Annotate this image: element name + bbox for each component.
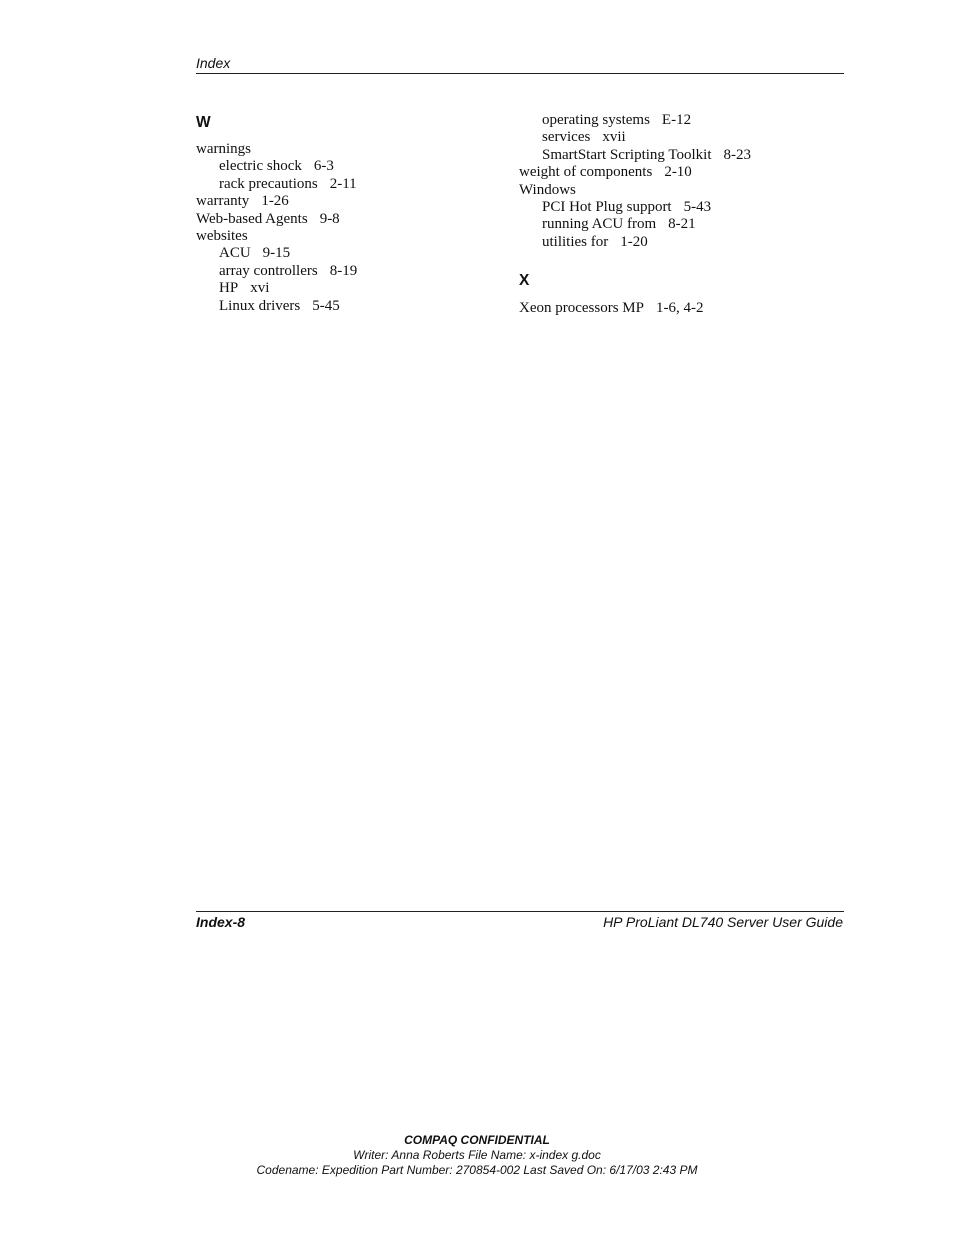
- index-term: Linux drivers: [219, 297, 301, 314]
- index-entry-sub: [519, 234, 819, 251]
- index-entry-main: [519, 182, 819, 199]
- confidential-block: [0, 1133, 954, 1178]
- index-page-ref: 9-15: [262, 245, 291, 262]
- index-term: PCI Hot Plug support: [542, 199, 672, 216]
- index-page-ref: 5-45: [312, 297, 340, 314]
- footer-page-number: Index-8: [196, 914, 246, 930]
- index-term: SmartStart Scripting Toolkit: [542, 146, 712, 163]
- index-entry-sub: [519, 129, 819, 146]
- index-term: weight of components: [519, 164, 653, 181]
- index-page-ref: 8-21: [668, 216, 696, 233]
- index-page-ref: xvi: [250, 280, 270, 297]
- index-entry-main: [196, 228, 496, 245]
- index-entry-main: [519, 300, 819, 317]
- index-term: ACU: [219, 245, 251, 262]
- index-entry-sub: [196, 280, 496, 297]
- index-page-ref: 6-3: [313, 158, 334, 175]
- index-term: warnings: [196, 141, 251, 157]
- index-letter-x: X: [519, 272, 530, 290]
- section-gap: [519, 251, 819, 270]
- index-entry-sub: [519, 199, 819, 216]
- index-entry-sub: [519, 147, 819, 164]
- index-page-ref: 9-8: [319, 210, 340, 227]
- confidential-codename-line: Codename: Expedition Part Number: 270854-002 Last Saved On: 6/17/03 2:43 PM: [256, 1163, 698, 1177]
- index-term: electric shock: [219, 158, 302, 175]
- index-page-ref: 8-19: [329, 262, 358, 279]
- index-column-right: [519, 112, 819, 318]
- index-entry-sub: [519, 112, 819, 129]
- index-letter-w: W: [196, 114, 211, 131]
- index-term: websites: [196, 228, 248, 245]
- index-page-ref: 2-11: [329, 175, 357, 192]
- index-entry-sub: [196, 263, 496, 280]
- index-term: Web-based Agents: [196, 210, 308, 227]
- index-column-left: [196, 112, 496, 315]
- index-term: HP: [219, 280, 239, 297]
- index-term: utilities for: [542, 233, 609, 250]
- header-rule: [196, 73, 844, 74]
- confidential-writer-line: Writer: Anna Roberts File Name: x-index g.doc: [353, 1148, 601, 1162]
- index-term: array controllers: [219, 262, 318, 279]
- index-page-ref: 8-23: [723, 146, 752, 163]
- index-page-ref: 5-43: [683, 199, 712, 216]
- index-page-ref: E-12: [661, 112, 692, 128]
- index-page-ref: xvii: [602, 129, 626, 146]
- index-entry-sub: [196, 245, 496, 262]
- index-term: rack precautions: [219, 175, 318, 192]
- index-entry-sub: [196, 298, 496, 315]
- index-entry-main: [196, 141, 496, 158]
- confidential-title: COMPAQ CONFIDENTIAL: [404, 1133, 550, 1147]
- index-term: Windows: [519, 181, 576, 198]
- index-entry-sub: [519, 216, 819, 233]
- index-page-ref: 1-6, 4-2: [656, 300, 704, 317]
- index-page-ref: 1-26: [261, 193, 289, 210]
- index-term: services: [542, 129, 591, 146]
- footer-rule: [196, 911, 844, 912]
- index-entry-main: [196, 193, 496, 210]
- index-entry-sub: [196, 176, 496, 193]
- index-page-ref: 2-10: [664, 164, 692, 181]
- index-term: warranty: [196, 193, 250, 210]
- running-header: Index: [196, 55, 231, 71]
- index-page-ref: 1-20: [620, 233, 648, 250]
- index-term: running ACU from: [542, 216, 657, 233]
- index-entry-main: [519, 164, 819, 181]
- index-term: operating systems: [542, 112, 650, 128]
- index-entry-sub: [196, 158, 496, 175]
- index-term: Xeon processors MP: [519, 300, 644, 317]
- index-entry-main: [196, 211, 496, 228]
- footer-guide-title: HP ProLiant DL740 Server User Guide: [603, 914, 843, 930]
